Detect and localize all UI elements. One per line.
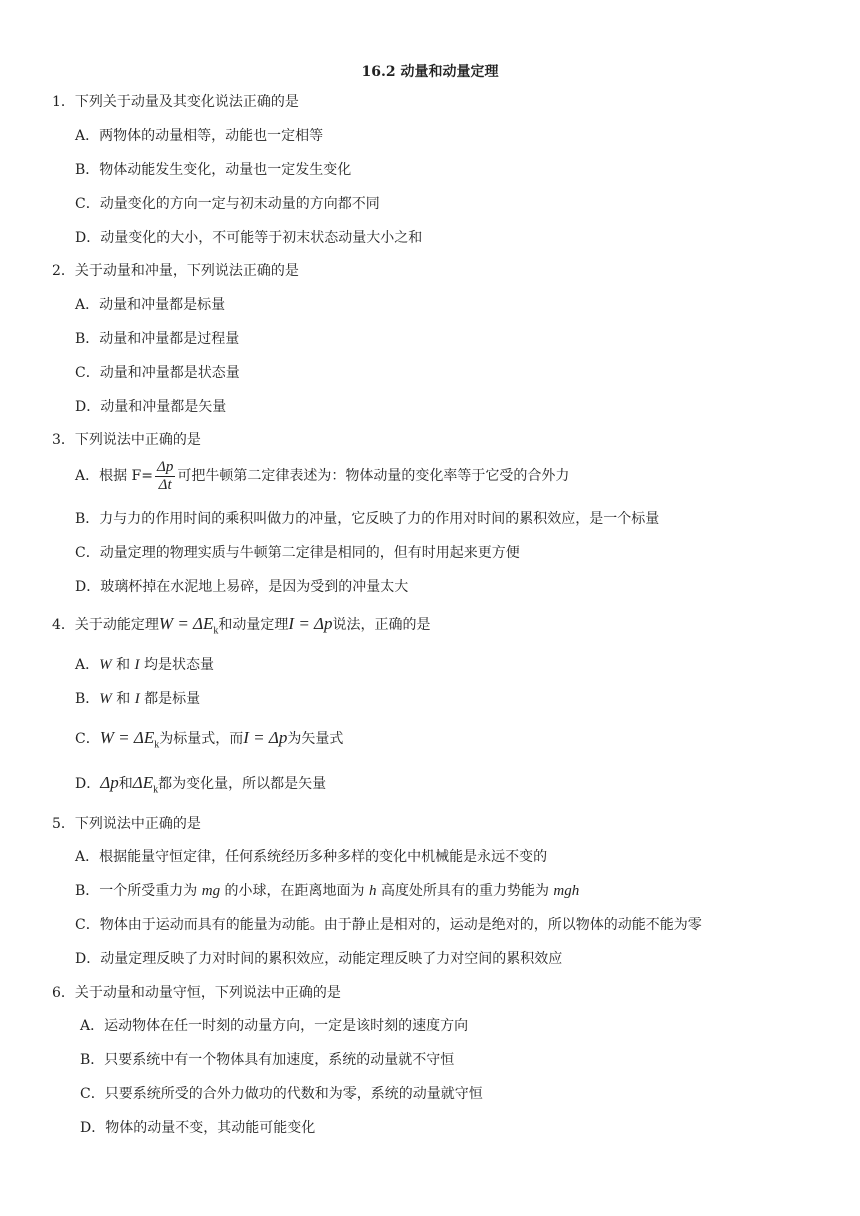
question-4-option-a: [75, 655, 214, 675]
stem-text: 说法，正确的是: [332, 617, 431, 633]
variable-i: I: [134, 657, 140, 673]
question-2-option-b: B．动量和冲量都是过程量: [75, 331, 240, 347]
option-text: 和: [116, 691, 131, 707]
stem-text: 和动量定理: [218, 617, 289, 633]
fraction-dp-dt: [155, 459, 175, 494]
option-text: 和: [118, 776, 133, 792]
equation-text: W = ΔE: [99, 728, 155, 747]
question-3-option-a: [75, 456, 569, 496]
question-4-stem: [52, 614, 431, 641]
question-3-option-d: D．玻璃杯掉在水泥地上易碎，是因为受到的冲量太大: [75, 579, 409, 595]
question-5-option-a: A．根据能量守恒定律，任何系统经历多种多样的变化中机械能是永远不变的: [75, 849, 548, 865]
question-6-option-a: A．运动物体在任一时刻的动量方向，一定是该时刻的速度方向: [80, 1018, 469, 1034]
question-2-stem: 2．关于动量和冲量，下列说法正确的是: [52, 263, 299, 279]
question-5-stem: 5．下列说法中正确的是: [52, 816, 201, 832]
variable-mgh: mgh: [553, 883, 580, 899]
variable-i: I: [134, 691, 140, 707]
question-6-option-c: C．只要系统所受的合外力做功的代数和为零，系统的动量就守恒: [80, 1086, 483, 1102]
variable-w: W: [99, 691, 112, 707]
question-2-option-c: C．动量和冲量都是状态量: [75, 365, 240, 381]
option-text: 都为变化量，所以都是矢量: [158, 776, 327, 792]
question-1-option-a: A．两物体的动量相等，动能也一定相等: [75, 128, 324, 144]
fraction-numerator: Δp: [157, 458, 174, 475]
question-4-option-c: [75, 728, 343, 755]
option-text: 都是标量: [144, 691, 201, 707]
question-3-stem: 3．下列说法中正确的是: [52, 432, 201, 448]
equation-subscript: k: [213, 625, 219, 637]
option-text: B．一个所受重力为: [75, 883, 202, 899]
question-3-option-b: B．力与力的作用时间的乘积叫做力的冲量，它反映了力的作用对时间的累积效应，是一个标量: [75, 511, 660, 527]
option-label: D．: [75, 776, 101, 792]
variable-h: h: [369, 883, 377, 899]
option-a-prefix: A．根据 F=: [75, 468, 154, 484]
option-label: B．: [75, 691, 100, 707]
question-6-stem: 6．关于动量和动量守恒，下列说法中正确的是: [52, 985, 341, 1001]
option-text: 的小球，在距离地面为: [220, 883, 369, 899]
question-1-stem: 1．下列关于动量及其变化说法正确的是: [52, 94, 299, 110]
question-6-option-b: B．只要系统中有一个物体具有加速度，系统的动量就不守恒: [80, 1052, 455, 1068]
question-1-option-c: C．动量变化的方向一定与初末动量的方向都不同: [75, 196, 380, 212]
impulse-momentum-equation: I = Δp: [288, 614, 333, 633]
question-3-option-c: C．动量定理的物理实质与牛顿第二定律是相同的，但有时用起来更方便: [75, 545, 520, 561]
kinetic-energy-change-symbol: [132, 773, 159, 796]
question-4-option-d: [75, 773, 326, 800]
work-energy-equation: [158, 614, 219, 637]
question-4-option-b: [75, 689, 200, 709]
stem-text: 4．关于动能定理: [52, 617, 159, 633]
page-title: 16.2 动量和动量定理: [361, 64, 499, 80]
variable-w: W: [99, 657, 112, 673]
option-label: C．: [75, 731, 100, 747]
impulse-momentum-equation: I = Δp: [243, 728, 288, 747]
momentum-change-symbol: Δp: [100, 773, 119, 792]
option-a-text: 可把牛顿第二定律表述为：物体动量的变化率等于它受的合外力: [177, 468, 570, 484]
option-text: 均是状态量: [143, 657, 214, 673]
equation-subscript: k: [154, 739, 160, 751]
option-label: A．: [75, 657, 100, 673]
option-text: 和: [116, 657, 131, 673]
variable-mg: mg: [201, 883, 221, 899]
question-1-option-b: B．物体动能发生变化，动量也一定发生变化: [75, 162, 352, 178]
question-2-option-d: D．动量和冲量都是矢量: [75, 399, 227, 415]
option-text: 高度处所具有的重力势能为: [376, 883, 554, 899]
question-6-option-d: D．物体的动量不变，其动能可能变化: [80, 1120, 316, 1136]
work-energy-equation: [99, 728, 160, 751]
equation-text: ΔE: [132, 773, 154, 792]
question-5-option-d: D．动量定理反映了力对时间的累积效应，动能定理反映了力对空间的累积效应: [75, 951, 563, 967]
question-1-option-d: D．动量变化的大小，不可能等于初末状态动量大小之和: [75, 230, 423, 246]
question-5-option-c: C．物体由于运动而具有的能量为动能。由于静止是相对的，运动是绝对的，所以物体的动能不能为零: [75, 917, 702, 933]
option-text: 为标量式，而: [159, 731, 244, 747]
option-text: 为矢量式: [287, 731, 344, 747]
question-5-option-b: [75, 881, 579, 901]
equation-text: W = ΔE: [158, 614, 214, 633]
fraction-denominator: Δt: [158, 476, 172, 493]
question-2-option-a: A．动量和冲量都是标量: [75, 297, 226, 313]
equation-subscript: k: [153, 784, 159, 796]
